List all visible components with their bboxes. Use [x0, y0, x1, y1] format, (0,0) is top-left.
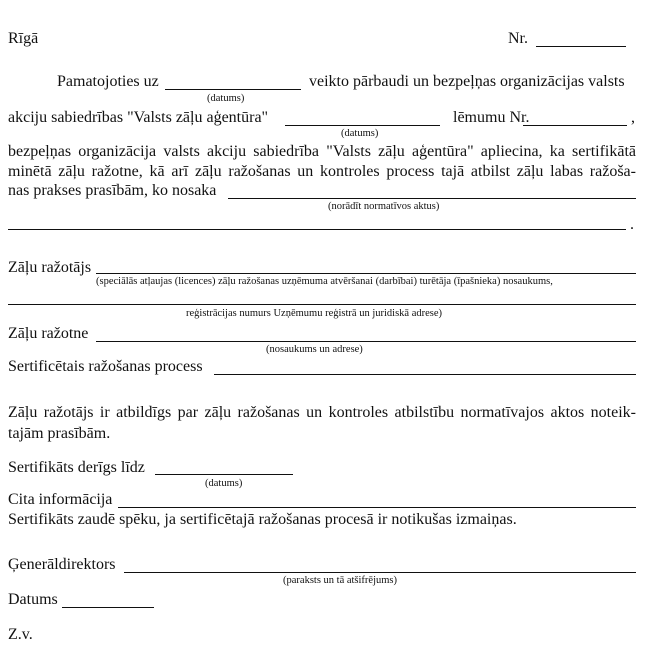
number-field-line[interactable]	[536, 46, 626, 47]
number-label: Nr.	[508, 30, 528, 47]
other-info-line[interactable]	[118, 507, 636, 508]
producer-label: Zāļu ražotājs	[8, 259, 92, 276]
intro-line2-start: akciju sabiedrības "Valsts zāļu aģentūra"	[8, 109, 269, 126]
director-label: Ģenerāldirektors	[8, 556, 116, 573]
director-signature-line[interactable]	[124, 572, 636, 573]
intro-line1-start: Pamatojoties uz	[57, 73, 159, 90]
producer-hint-name: (speciālās atļaujas (licences) zāļu ražošanas uzņēmuma atvēršanai (darbībai) turētāja (īpašnieka) nosaukums,	[96, 276, 553, 287]
date-label: Datums	[8, 591, 58, 608]
intro-line2-end: ,	[631, 109, 635, 126]
validity-hint: (datums)	[205, 478, 243, 489]
intro-line3: bezpeļņas organizācija valsts akciju sabiedrība "Valsts zāļu aģentūra" apliecina, ka sertifikātā	[8, 143, 636, 160]
place-label: Rīgā	[8, 30, 39, 47]
intro-date-line-1[interactable]	[165, 89, 301, 90]
plant-line[interactable]	[96, 341, 636, 342]
plant-hint: (nosaukums un adrese)	[266, 344, 363, 355]
intro-line2-mid: lēmumu Nr.	[453, 109, 530, 126]
intro-date-line-2[interactable]	[285, 125, 440, 126]
other-info-note: Sertifikāts zaudē spēku, ja sertificētajā ražošanas procesā ir notikušas izmaiņas.	[8, 511, 517, 528]
responsibility-line1: Zāļu ražotājs ir atbildīgs par zāļu ražošanas un kontroles atbilstību normatīvajos aktos noteik-	[8, 404, 636, 421]
responsibility-line2: tajām prasībām.	[8, 425, 111, 442]
process-label: Sertificētais ražošanas process	[8, 358, 203, 375]
date-line[interactable]	[62, 607, 154, 608]
intro-line1-end: veikto pārbaudi un bezpeļņas organizācijas valsts	[309, 73, 625, 90]
process-line[interactable]	[214, 374, 636, 375]
intro-hint-normative: (norādīt normatīvos aktus)	[328, 201, 440, 212]
producer-line-2[interactable]	[8, 304, 636, 305]
intro-line5-start: nas prakses prasībām, ko nosaka	[8, 182, 217, 199]
validity-date-line[interactable]	[155, 474, 293, 475]
intro-line4: minētā zāļu ražotne, kā arī zāļu ražošanas un kontroles process tajā atbilst zāļu labas ražoša-	[8, 163, 636, 180]
intro-hint-date-2: (datums)	[341, 128, 379, 139]
producer-hint-reg: reģistrācijas numurs Uzņēmumu reģistrā un juridiskā adrese)	[186, 308, 443, 319]
normative-acts-line-1[interactable]	[228, 198, 636, 199]
normative-acts-line-2[interactable]	[8, 229, 626, 230]
seal-label: Z.v.	[8, 626, 33, 643]
director-hint: (paraksts un tā atšifrējums)	[283, 575, 398, 586]
plant-label: Zāļu ražotne	[8, 325, 89, 342]
intro-hint-date-1: (datums)	[207, 93, 245, 104]
other-info-label: Cita informācija	[8, 491, 113, 508]
producer-line-1[interactable]	[96, 273, 636, 274]
intro-line6-end: .	[630, 216, 634, 233]
validity-label: Sertifikāts derīgs līdz	[8, 459, 145, 476]
decision-number-line[interactable]	[523, 125, 627, 126]
